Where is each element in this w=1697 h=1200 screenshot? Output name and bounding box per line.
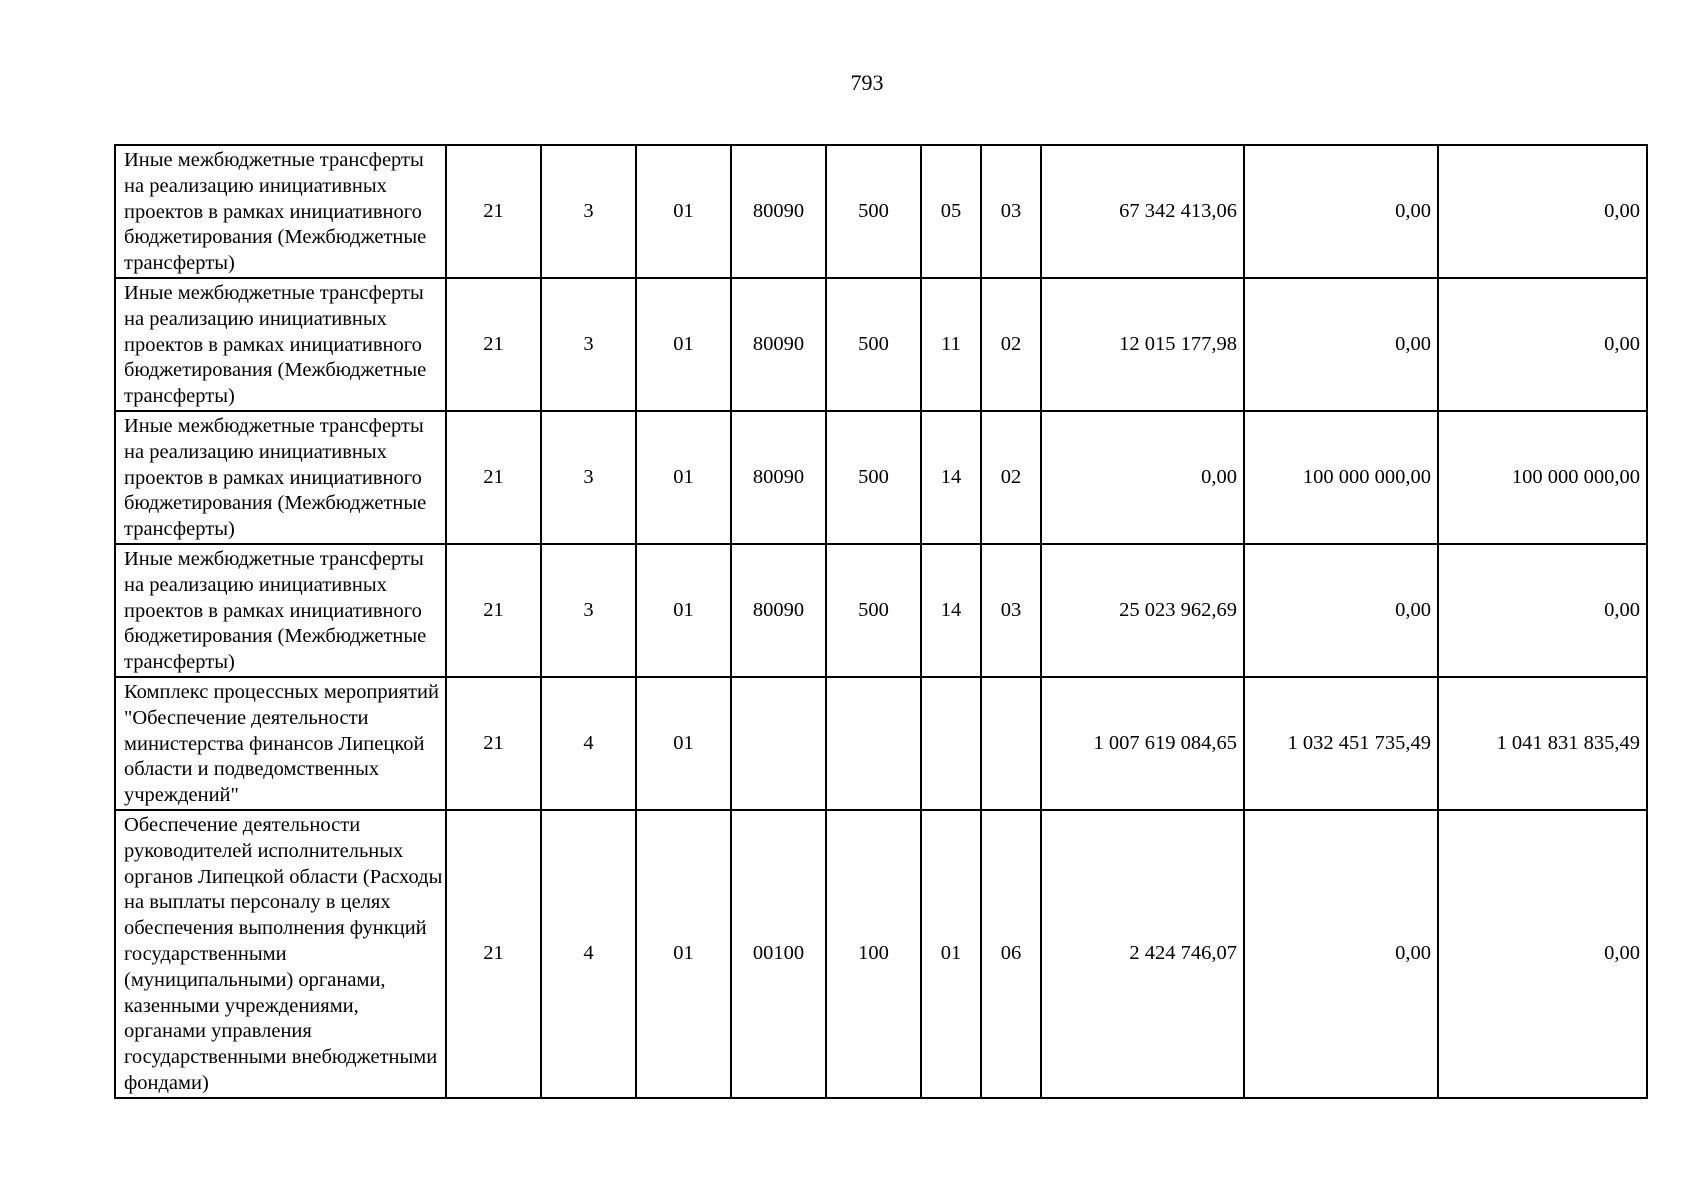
code-cell: 21: [446, 145, 541, 278]
page-number: 793: [850, 70, 884, 95]
amount-cell: 100 000 000,00: [1438, 411, 1647, 544]
amount-cell: 1 041 831 835,49: [1438, 677, 1647, 810]
amount-cell: 0,00: [1244, 278, 1438, 411]
budget-table: [114, 144, 1648, 1099]
code-cell: 80090: [731, 278, 826, 411]
amount-cell: 0,00: [1438, 278, 1647, 411]
code-cell: [731, 677, 826, 810]
amount-cell: 2 424 746,07: [1041, 810, 1244, 1098]
amount-cell: 67 342 413,06: [1041, 145, 1244, 278]
row-name-cell: Иные межбюджетные трансферты на реализацию инициативных проектов в рамках инициативного бюджетирования (Межбюджетные трансферты): [115, 544, 446, 677]
table-row: [115, 810, 1647, 1098]
amount-cell: 1 032 451 735,49: [1244, 677, 1438, 810]
code-cell: 21: [446, 278, 541, 411]
table-row: [115, 145, 1647, 278]
row-name-cell: Комплекс процессных мероприятий "Обеспечение деятельности министерства финансов Липецкой области и подведомственных учреждений": [115, 677, 446, 810]
code-cell: 14: [921, 411, 981, 544]
amount-cell: 0,00: [1244, 544, 1438, 677]
code-cell: 11: [921, 278, 981, 411]
table-row: [115, 544, 1647, 677]
code-cell: 21: [446, 544, 541, 677]
amount-cell: 0,00: [1438, 145, 1647, 278]
amount-cell: 0,00: [1041, 411, 1244, 544]
code-cell: [826, 677, 921, 810]
code-cell: [981, 677, 1041, 810]
row-name-cell: Иные межбюджетные трансферты на реализацию инициативных проектов в рамках инициативного бюджетирования (Межбюджетные трансферты): [115, 145, 446, 278]
code-cell: 01: [636, 411, 731, 544]
amount-cell: 0,00: [1438, 544, 1647, 677]
row-name-cell: Обеспечение деятельности руководителей исполнительных органов Липецкой области (Расходы на выплаты персоналу в целях обеспечения выполнения функций государственными (муниципальными) органами, казенными учреждениями, органами управления государственными внебюджетными фондами): [115, 810, 446, 1098]
code-cell: 21: [446, 677, 541, 810]
code-cell: 00100: [731, 810, 826, 1098]
code-cell: 3: [541, 145, 636, 278]
code-cell: 3: [541, 278, 636, 411]
code-cell: 80090: [731, 145, 826, 278]
code-cell: 4: [541, 677, 636, 810]
code-cell: 06: [981, 810, 1041, 1098]
code-cell: 21: [446, 411, 541, 544]
code-cell: 80090: [731, 411, 826, 544]
code-cell: 01: [636, 145, 731, 278]
code-cell: 14: [921, 544, 981, 677]
code-cell: 100: [826, 810, 921, 1098]
code-cell: 500: [826, 145, 921, 278]
code-cell: 500: [826, 278, 921, 411]
code-cell: 03: [981, 544, 1041, 677]
code-cell: 02: [981, 278, 1041, 411]
code-cell: 3: [541, 411, 636, 544]
code-cell: 02: [981, 411, 1041, 544]
code-cell: 03: [981, 145, 1041, 278]
row-name-cell: Иные межбюджетные трансферты на реализацию инициативных проектов в рамках инициативного бюджетирования (Межбюджетные трансферты): [115, 278, 446, 411]
code-cell: 3: [541, 544, 636, 677]
amount-cell: 25 023 962,69: [1041, 544, 1244, 677]
code-cell: 01: [636, 278, 731, 411]
table-row: [115, 278, 1647, 411]
table-row: [115, 411, 1647, 544]
code-cell: 21: [446, 810, 541, 1098]
amount-cell: 0,00: [1244, 145, 1438, 278]
code-cell: 4: [541, 810, 636, 1098]
code-cell: 80090: [731, 544, 826, 677]
code-cell: 01: [636, 810, 731, 1098]
amount-cell: 12 015 177,98: [1041, 278, 1244, 411]
amount-cell: 0,00: [1438, 810, 1647, 1098]
code-cell: 05: [921, 145, 981, 278]
amount-cell: 0,00: [1244, 810, 1438, 1098]
amount-cell: 1 007 619 084,65: [1041, 677, 1244, 810]
amount-cell: 100 000 000,00: [1244, 411, 1438, 544]
code-cell: 01: [921, 810, 981, 1098]
table-row: [115, 677, 1647, 810]
code-cell: 01: [636, 677, 731, 810]
code-cell: 500: [826, 544, 921, 677]
code-cell: [921, 677, 981, 810]
row-name-cell: Иные межбюджетные трансферты на реализацию инициативных проектов в рамках инициативного бюджетирования (Межбюджетные трансферты): [115, 411, 446, 544]
code-cell: 01: [636, 544, 731, 677]
code-cell: 500: [826, 411, 921, 544]
